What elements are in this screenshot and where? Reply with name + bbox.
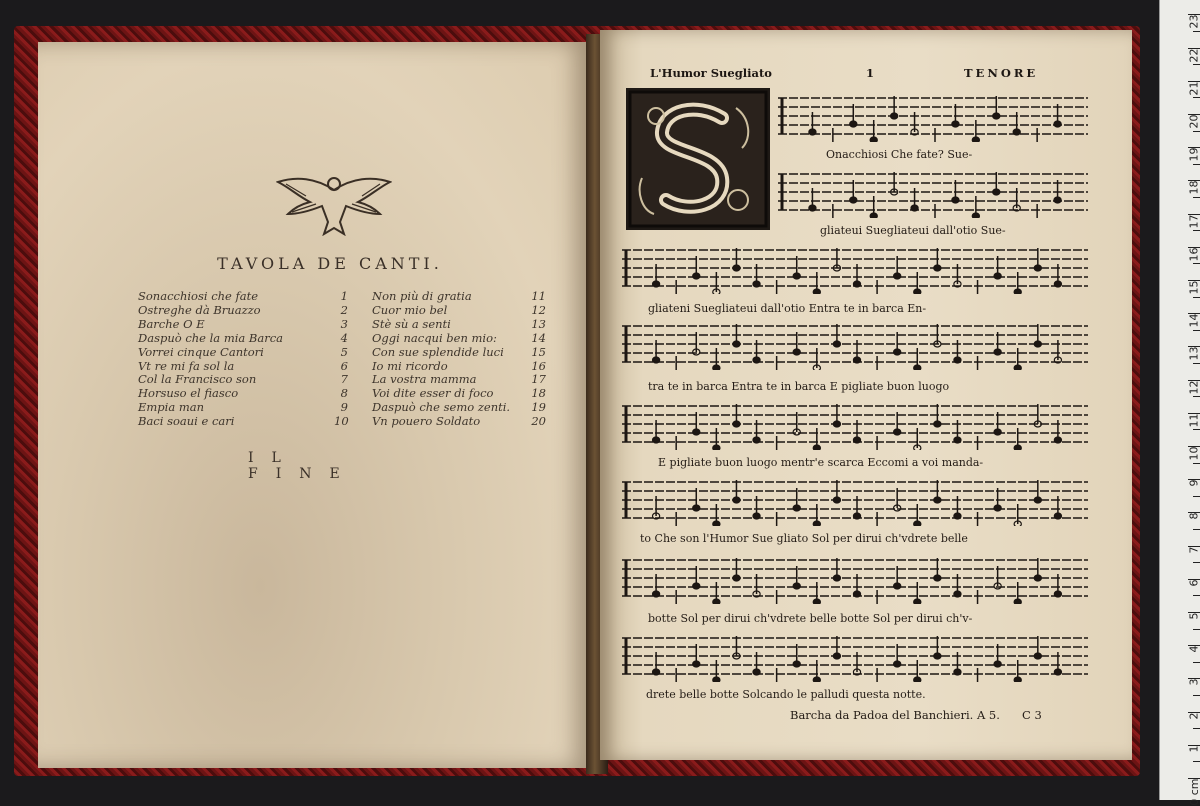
ruler-label: 14 [1188, 314, 1200, 328]
song-entry: Oggi nacqui ben mio: [372, 332, 510, 346]
ruler-label: 1 [1188, 745, 1200, 752]
lyric-line: gliateui Suegliateui dall'otio Sue- [820, 224, 1006, 237]
song-entry: Con sue splendide luci [372, 346, 510, 360]
song-entry: Empia man [138, 401, 283, 415]
lyric-line: botte Sol per dirui ch'vdrete belle botte Sol per dirui ch'v- [648, 612, 972, 625]
ruler-label: 4 [1188, 646, 1200, 653]
song-entry: Baci soaui e cari [138, 415, 283, 429]
ruler-label: 13 [1188, 347, 1200, 361]
ruler-tick [1193, 64, 1200, 65]
song-number: 18 [524, 387, 546, 401]
ruler-label: 20 [1188, 115, 1200, 129]
ruler-label: 19 [1188, 148, 1200, 162]
song-entry: Daspuò che semo zenti. [372, 401, 510, 415]
song-entry: Voi dite esser di foco [372, 387, 510, 401]
song-entry: Barche O E [138, 318, 283, 332]
song-entry: Col la Francisco son [138, 373, 283, 387]
ruler-label: 0 cm [1188, 779, 1200, 806]
ruler-label: 7 [1188, 546, 1200, 553]
song-entry: Vt re mi fa sol la [138, 360, 283, 374]
song-entry: Vorrei cinque Cantori [138, 346, 283, 360]
music-staff [622, 476, 1088, 526]
song-entry: Ostreghe dà Bruazzo [138, 304, 283, 318]
ruler-tick [1193, 562, 1200, 563]
ruler-tick [1193, 629, 1200, 630]
ruler-tick [1193, 197, 1200, 198]
ruler-tick [1193, 97, 1200, 98]
music-staff [622, 244, 1088, 294]
music-staff [622, 320, 1088, 370]
ruler-tick [1193, 761, 1200, 762]
lyric-line: drete belle botte Solcando le palludi questa notte. [646, 688, 926, 701]
lyric-line: Onacchiosi Che fate? Sue- [826, 148, 972, 161]
song-entry: Cuor mio bel [372, 304, 510, 318]
ruler-label: 18 [1188, 181, 1200, 195]
song-number: 11 [524, 290, 546, 304]
measuring-ruler [1159, 0, 1200, 800]
song-number: 19 [524, 401, 546, 415]
end-text: IL FINE [248, 450, 428, 482]
ruler-label: 15 [1188, 281, 1200, 295]
ruler-tick [1193, 429, 1200, 430]
ruler-tick [1193, 263, 1200, 264]
ruler-tick [1193, 31, 1200, 32]
ruler-label: 3 [1188, 679, 1200, 686]
footer-credit: Barcha da Padoa del Banchieri. A 5. [790, 708, 1000, 722]
song-number: 4 [334, 332, 348, 346]
song-number: 12 [524, 304, 546, 318]
ruler-label: 5 [1188, 613, 1200, 620]
signature-mark: C 3 [1022, 708, 1042, 722]
ruler-label: 10 [1188, 447, 1200, 461]
lyric-line: gliateni Suegliateui dall'otio Entra te in barca En- [648, 302, 926, 315]
ruler-tick [1193, 728, 1200, 729]
music-staff [778, 168, 1088, 218]
song-number: 2 [334, 304, 348, 318]
song-entry: Daspuò che la mia Barca [138, 332, 283, 346]
ruler-tick [1193, 595, 1200, 596]
table-of-songs-title: TAVOLA DE CANTI. [160, 254, 500, 273]
ruler-label: 12 [1188, 380, 1200, 394]
song-entry: Horsuso el fiasco [138, 387, 283, 401]
song-number: 3 [334, 318, 348, 332]
ruler-tick [1193, 662, 1200, 663]
ruler-label: 21 [1188, 81, 1200, 95]
song-entry: Io mi ricordo [372, 360, 510, 374]
lyric-line: tra te in barca Entra te in barca E pigliate buon luogo [648, 380, 949, 393]
song-number: 20 [524, 415, 546, 429]
song-number: 9 [334, 401, 348, 415]
music-staff [622, 554, 1088, 604]
ruler-label: 11 [1188, 413, 1200, 427]
song-number: 10 [334, 415, 348, 429]
song-number: 8 [334, 387, 348, 401]
song-numbers-left [334, 290, 348, 429]
music-staff [778, 92, 1088, 142]
song-number: 13 [524, 318, 546, 332]
decorated-initial-s-icon [626, 88, 770, 230]
song-title-header: L'Humor Suegliato [650, 66, 772, 80]
ruler-tick [1193, 230, 1200, 231]
ruler-label: 17 [1188, 214, 1200, 228]
eagle-emblem-icon [276, 172, 392, 236]
ruler-tick [1193, 496, 1200, 497]
ruler-tick [1193, 695, 1200, 696]
song-number: 16 [524, 360, 546, 374]
ruler-label: 22 [1188, 48, 1200, 62]
ruler-tick [1193, 297, 1200, 298]
song-entry: Non più di gratia [372, 290, 510, 304]
song-entry: Stè sù a senti [372, 318, 510, 332]
song-numbers-right [524, 290, 546, 429]
song-entry: La vostra mamma [372, 373, 510, 387]
page-number: 1 [866, 66, 874, 80]
song-number: 15 [524, 346, 546, 360]
ruler-label: 8 [1188, 513, 1200, 520]
ruler-tick [1193, 330, 1200, 331]
ruler-tick [1193, 164, 1200, 165]
song-number: 1 [334, 290, 348, 304]
lyric-line: to Che son l'Humor Sue gliato Sol per dirui ch'vdrete belle [640, 532, 968, 545]
song-entry: Vn pouero Soldato [372, 415, 510, 429]
ruler-label: 6 [1188, 579, 1200, 586]
music-staff [622, 632, 1088, 682]
ruler-tick [1193, 396, 1200, 397]
ruler-label: 2 [1188, 712, 1200, 719]
song-number: 14 [524, 332, 546, 346]
ruler-label: 16 [1188, 247, 1200, 261]
song-number: 6 [334, 360, 348, 374]
music-staff [622, 400, 1088, 450]
song-number: 5 [334, 346, 348, 360]
ruler-tick [1193, 529, 1200, 530]
song-number: 17 [524, 373, 546, 387]
ruler-tick [1193, 463, 1200, 464]
song-entry: Sonacchiosi che fate [138, 290, 283, 304]
ruler-label: 9 [1188, 480, 1200, 487]
ruler-tick [1193, 363, 1200, 364]
ruler-tick [1193, 131, 1200, 132]
song-list-left [138, 290, 283, 429]
ruler-label: 23 [1188, 15, 1200, 29]
song-list-right [372, 290, 510, 429]
lyric-line: E pigliate buon luogo mentr'e scarca Eccomi a voi manda- [658, 456, 983, 469]
voice-part-label: TENORE [964, 66, 1038, 80]
song-number: 7 [334, 373, 348, 387]
